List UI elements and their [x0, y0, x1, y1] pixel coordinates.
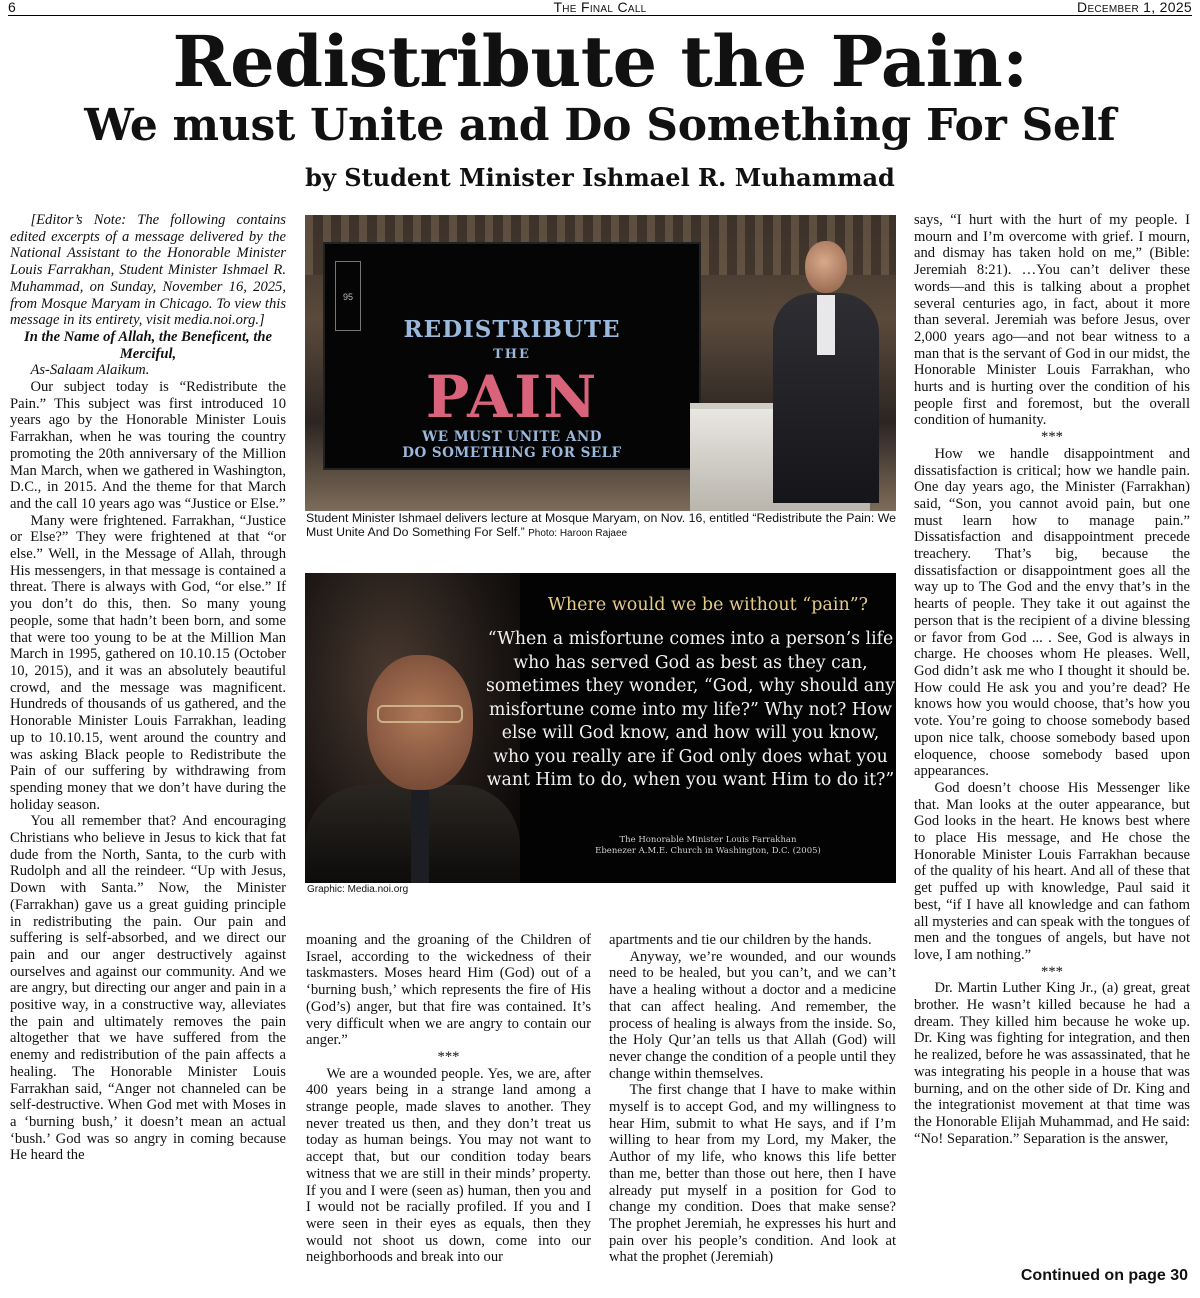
caption-text: Student Minister Ishmael delivers lecture at Mosque Maryam, on Nov. 16, entitled “Redistribute the Pain: We Must Unite And Do Something For Self.” [306, 511, 896, 539]
paragraph: apartments and tie our children by the hands. [609, 932, 872, 948]
paragraph: Dr. Martin Luther King Jr., (a) great, great brother. He wasn’t killed because he had a dream. They killed him because he woke up. Dr. King was fighting for integration, and then he realized, before he was assassinated, that he was integrating his people in a house that was burning, and on the other side of Dr. King and the integrationist movement at that time was the Honorable Elijah Muhammad, and He said: “No! Separation.” Separation is the answer, [914, 980, 1190, 1147]
quote-source-line: Ebenezer A.M.E. Church in Washington, D.C. (2005) [595, 846, 821, 856]
headline-subtitle: We must Unite and Do Something For Self [84, 100, 1116, 151]
page-number: 6 [8, 0, 16, 15]
paragraph: Our subject today is “Redistribute the Pain.” This subject was first introduced 10 years ago by the Honorable Minister Louis Farrakhan, when he was touring the country promoting the 20th anniversary of the Million Man March, when we gathered in Washington, D.C., in 2015. And the theme for that March and the call 10 years ago was “Justice or Else.” [10, 379, 286, 512]
issue-date: December 1, 2025 [1077, 0, 1192, 15]
photo-credit: Photo: Haroon Rajaee [528, 528, 628, 539]
article-column-4 [914, 212, 1190, 1264]
speaker-head [805, 241, 847, 293]
quote-text: “When a misfortune comes into a person’s life who has served God as best as they can, sometimes they wonder, “God, why should any misfortune come into my life?” Why not? How else will God know, and how will you know, who you really are if God only does what you want Him to do, when you want Him to do it?” [486, 629, 895, 790]
quote-source [520, 835, 896, 857]
section-break: *** [437, 1048, 460, 1065]
paragraph: You all remember that? And encouraging Christians who believe in Jesus to kick that fat dude from the North, Santa, to the curb with Rudolph and all the reindeer. “Up with Jesus, Down with Santa.” Now, the Minister (Farrakhan) gave us a great guiding principle in redistributing the pain. Our pain and suffering is self-absorbed, and we direct our pain and our anger destructively against ourselves and against our community. And we are angry, but directing our anger and pain in a positive way, in a constructive way, alleviates the pain and ultimately removes the pain altogether that we have suffered from the enemy and redistribution of the pain affects a healing. The Honorable Minister Louis Farrakhan said, “Anger not channeled can be self-destructive. When God met with Moses in a ‘burning bush,’ it doesn’t mean an actual ‘bush.’ God was so angry in coming because He heard the [10, 813, 286, 1164]
paragraph: We are a wounded people. Yes, we are, after 400 years being in a strange land among a strange people, made slaves to another. They never treated us then, and they don’t treat us today as human beings. You may not want to accept that, but our condition today bears witness that we are still in their minds’ property. If you and I were (seen as) human, then you and I would not be racially profiled. If you and I were seen in their eyes as equals, then they would not shoot us down, come into our neighborhoods and break into our [306, 1065, 591, 1266]
portrait-tie [411, 785, 429, 883]
article-column-1 [10, 212, 286, 1294]
paper-name: The Final Call [553, 0, 647, 15]
projection-screen [323, 242, 701, 470]
page-header [8, 0, 1192, 16]
quote-graphic [305, 573, 896, 883]
lecture-photo [305, 215, 896, 511]
graphic-credit: Graphic: Media.noi.org [307, 884, 409, 895]
section-break: *** [1041, 963, 1063, 980]
paragraph: moaning and the groaning of the Children of Israel, according to the wickedness of their taskmasters. Moses heard Him (God) out of a ‘burning bush,’ which represents the fire of His (God’s) anger, but that fire was contained. It’s very difficult when we are angry to contain our anger.” [306, 932, 591, 1049]
section-break: *** [1041, 429, 1063, 446]
paragraph: How we handle disappointment and dissatisfaction is critical; how we handle pain. One day years ago, the Minister (Farrakhan) said, “Son, you cannot avoid pain, but one must learn how to manage pain.” Dissatisfaction and disappointment precede treachery. That’s big, because the dissatisfaction or disappointment goes all the way up to The God and the envy that’s in the hearts of people. They take it out against the person that is the recipient of a divine blessing or favor from God ... . See, God is always in charge. He chooses whom He pleases. Well, God didn’t ask me who I thought it should be. How could He ask you and you’re dead? He knows how you would choose, that’s how you vote. You’re going to choose somebody based upon nice talk, choose somebody based upon eloquence, choose somebody based upon appearances. [914, 445, 1190, 780]
screen-text: THE [493, 347, 531, 362]
article-column-2 [306, 932, 591, 1294]
paragraph: Many were frightened. Farrakhan, “Justice or Else?” They were frightened at that “or else.” Well, in the Message of Allah, through His messengers, in that message is contained a threat. There is always with God, “or else.” If you don’t do this, then. So many young people, some that hadn’t been born, and some that were too young to be at the Million Man March in 1995, gathered on 10.10.15 (October 10, 2015), and it was an absolutely beautiful crowd, and the message was magnificent. Hundreds of thousands of us gathered, and the Honorable Minister Louis Farrakhan, leading up to 10.10.15, went around the country and was asking Black people to Redistribute the Pain of our suffering by withdrawing from spending money that we don’t have during the holiday season. [10, 512, 286, 813]
quote-heading: Where would we be without “pain”? [547, 595, 869, 615]
article-column-3 [609, 932, 896, 1294]
anniversary-badge: 95 [335, 261, 361, 331]
screen-text [325, 429, 699, 461]
headline-title: Redistribute the Pain: [172, 20, 1028, 103]
speaker-figure [763, 233, 883, 503]
continued-link[interactable]: Continued on page 30 [1020, 1267, 1188, 1284]
screen-text: REDISTRIBUTE [403, 316, 621, 343]
speaker-shirt [817, 295, 835, 355]
salutation: As-Salaam Alaikum. [30, 362, 150, 379]
screen-text-line: DO SOMETHING FOR SELF [402, 445, 622, 461]
bismillah: In the Name of Allah, the Beneficent, the Merciful, [24, 328, 272, 362]
paragraph: The first change that I have to make within myself is to accept God, and my willingness to hear Him, submit to what He says, and if I’m willing to hear from my Lord, my Maker, the Author of my life, who knows this life better than me, better than those out here, then I have already put myself in a position for God to change my condition. Does that make sense? The prophet Jeremiah, he expresses his hurt and pain over his people’s condition. And look at what the prophet (Jeremiah) [609, 1082, 896, 1266]
photo-caption [306, 511, 896, 541]
paragraph: God doesn’t choose His Messenger like that. Man looks at the outer appearance, but God looks in the heart. He knows best where to place His message, and He chose the Honorable Minister Louis Farrakhan because of the quality of his heart. And all of these that get puffed up with knowledge, Paul said it best, “if I have all knowledge and can fathom all mysteries and can speak with the tongues of men and the tongues of angels, but have not love, I am nothing.” [914, 779, 1190, 963]
portrait-glasses [377, 705, 463, 723]
screen-text: PAIN [425, 363, 599, 431]
editors-note: [Editor’s Note: The following contains edited excerpts of a message delivered by the National Assistant to the Honorable Minister Louis Farrakhan, Student Minister Ishmael R. Muhammad, on Sunday, November 16, 2025, from Mosque Maryam in Chicago. To view this message in its entirety, visit media.noi.org.] [10, 212, 286, 329]
quote-source-line: The Honorable Minister Louis Farrakhan [619, 835, 797, 845]
screen-text-line: WE MUST UNITE AND [422, 429, 602, 445]
byline: by Student Minister Ishmael R. Muhammad [305, 163, 895, 192]
paragraph: Anyway, we’re wounded, and our wounds need to be healed, but you can’t, and we can’t have a healing without a doctor and a medicine that can affect healing. And remember, the process of healing is always from the inside. So, the Holy Qur’an tells us that Allah (God) will never change the condition of a people until they change within themselves. [609, 948, 896, 1082]
paragraph: says, “I hurt with the hurt of my people. I mourn and I’m overcome with grief. I mourn, and dismay has taken hold on me,” (Bible: Jeremiah 8:21). …You can’t deliver these words—and this is talking about a prophet several centuries ago, in fact, about it more than several. Jeremiah was before Jesus, over 2,000 years ago—and not bear witness to a man that is the servant of God in our midst, the Honorable Minister Louis Farrakhan, who hurts and is hurting over the condition of his people first and foremost, but the overall condition of humanity. [914, 212, 1190, 429]
